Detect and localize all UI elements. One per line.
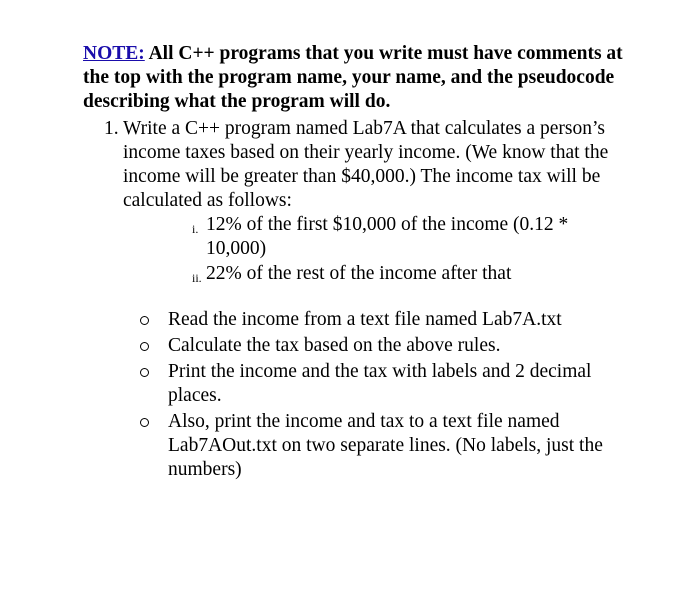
list-item-number: 1. bbox=[104, 118, 119, 139]
hollow-circle-bullet-icon bbox=[140, 418, 149, 427]
hollow-circle-bullet-icon bbox=[140, 316, 149, 325]
note-paragraph bbox=[83, 42, 643, 114]
bullet-text: Print the income and the tax with labels and 2 decimal places. bbox=[168, 361, 592, 406]
bullet-text: Calculate the tax based on the above rules. bbox=[168, 335, 501, 356]
bullet-text: Also, print the income and tax to a text file named Lab7AOut.txt on two separate lines. (No labels, just the numbers) bbox=[168, 411, 603, 480]
hollow-circle-bullet-icon bbox=[140, 342, 149, 351]
note-label[interactable]: NOTE: bbox=[83, 43, 145, 64]
bullet-text: Read the income from a text file named Lab7A.txt bbox=[168, 309, 562, 330]
list-item-text: Write a C++ program named Lab7A that calculates a person’s income taxes based on their yearly income. (We know that the income will be greater than $40,000.) The income tax will be calculated as follows: bbox=[123, 118, 609, 211]
rule-numeral: i. bbox=[192, 222, 199, 236]
rule-text: 22% of the rest of the income after that bbox=[206, 263, 512, 284]
hollow-circle-bullet-icon bbox=[140, 368, 149, 377]
note-text: All C++ programs that you write must have comments at the top with the program name, your name, and the pseudocode describing what the program will do. bbox=[83, 43, 623, 112]
rule-text: 12% of the first $10,000 of the income (0.12 * 10,000) bbox=[206, 214, 569, 259]
rule-numeral: ii. bbox=[192, 271, 202, 285]
